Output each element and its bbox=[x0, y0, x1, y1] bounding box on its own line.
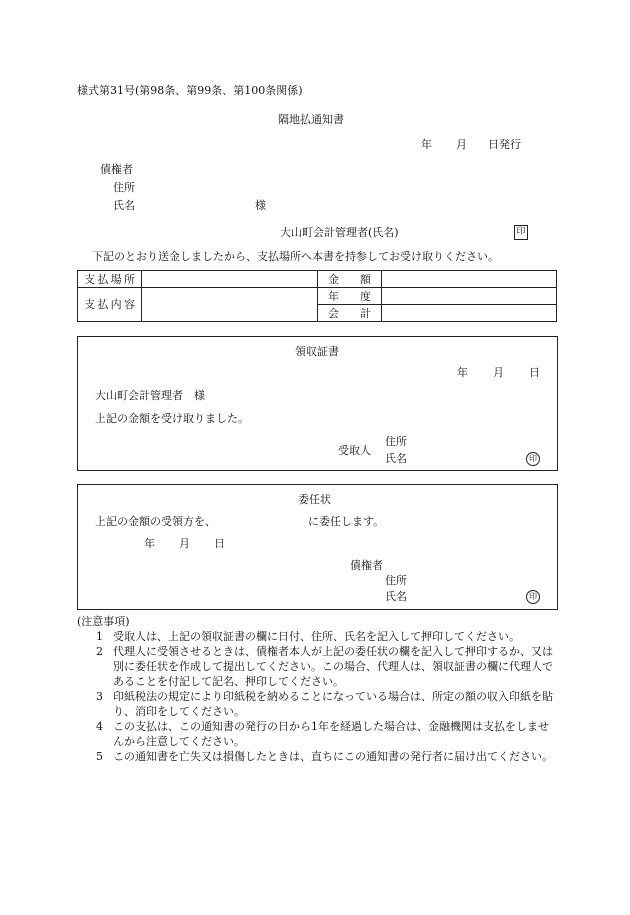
note-text: 印紙税法の規定により印紙税を納めることになっている場合は、所定の額の収入印紙を貼り、消印をしてください。 bbox=[113, 690, 553, 718]
note-item bbox=[77, 719, 555, 749]
payment-place-value[interactable] bbox=[142, 271, 318, 288]
note-number: 1 bbox=[96, 630, 103, 643]
amount-label: 金 額 bbox=[318, 271, 382, 288]
delegation-statement-end: に委任します。 bbox=[308, 515, 385, 528]
delegation-statement-start: 上記の金額の受領方を、 bbox=[95, 515, 216, 528]
receipt-year-label: 年 bbox=[457, 366, 468, 379]
delegation-creditor-label: 債権者 bbox=[350, 559, 383, 572]
payment-content-label: 支 払 内 容 bbox=[78, 288, 142, 322]
receiver-seal-mark: 印 bbox=[526, 452, 540, 466]
creditor-name-label: 氏名 bbox=[113, 199, 135, 212]
amount-value[interactable] bbox=[382, 271, 557, 288]
note-number: 3 bbox=[96, 690, 103, 703]
receipt-title: 領収証書 bbox=[295, 345, 339, 358]
delegation-year-label: 年 bbox=[144, 537, 155, 550]
note-item bbox=[77, 629, 555, 644]
intro-text: 下記のとおり送金しましたから、支払場所へ本書を持参してお受け取りください。 bbox=[92, 250, 499, 263]
note-text: この通知書を亡失又は損傷したときは、直ちにこの通知書の発行者に届け出てください。 bbox=[113, 750, 553, 763]
note-number: 5 bbox=[96, 750, 103, 763]
issue-month-label: 月 bbox=[456, 138, 467, 151]
issuer-label: 大山町会計管理者(氏名) bbox=[280, 226, 399, 239]
fiscal-year-value[interactable] bbox=[382, 288, 557, 305]
issue-day-label: 日発行 bbox=[488, 138, 521, 151]
note-item bbox=[77, 689, 555, 719]
receiver-name-label: 氏名 bbox=[385, 452, 407, 465]
delegation-seal-mark: 印 bbox=[526, 590, 540, 604]
delegation-address-label: 住所 bbox=[385, 574, 407, 587]
note-text: 受取人は、上記の領収証書の欄に日付、住所、氏名を記入して押印してください。 bbox=[113, 630, 520, 643]
payment-place-label: 支 払 場 所 bbox=[78, 271, 142, 288]
delegation-section bbox=[77, 484, 558, 610]
form-number: 様式第31号(第98条、第99条、第100条関係) bbox=[77, 84, 303, 97]
note-text: この支払は、この通知書の発行の日から1年を経過した場合は、金融機関は支払をしませんから注意してください。 bbox=[113, 720, 549, 748]
account-label: 会 計 bbox=[318, 305, 382, 322]
notes-heading: (注意事項) bbox=[77, 615, 130, 628]
note-item bbox=[77, 644, 555, 689]
payment-content-value[interactable] bbox=[142, 288, 318, 322]
creditor-heading: 債権者 bbox=[100, 163, 133, 176]
payment-table bbox=[77, 270, 557, 322]
creditor-address-label: 住所 bbox=[113, 181, 135, 194]
fiscal-year-label: 年 度 bbox=[318, 288, 382, 305]
creditor-honorific: 様 bbox=[255, 199, 266, 212]
note-text: 代理人に受領させるときは、債権者本人が上記の委任状の欄を記入して押印するか、又は別に委任状を作成して提出してください。この場合、代理人は、領収証書の欄に代理人であることを付記して記名、押印してください。 bbox=[113, 645, 553, 688]
note-item bbox=[77, 749, 555, 764]
document-title: 隔地払通知書 bbox=[278, 113, 344, 126]
delegation-day-label: 日 bbox=[214, 537, 225, 550]
note-number: 4 bbox=[96, 720, 103, 733]
account-value[interactable] bbox=[382, 305, 557, 322]
issuer-seal-mark: 印 bbox=[514, 225, 528, 240]
delegation-title: 委任状 bbox=[298, 493, 331, 506]
receipt-statement: 上記の金額を受け取りました。 bbox=[95, 412, 249, 425]
delegation-name-label: 氏名 bbox=[385, 590, 407, 603]
receipt-month-label: 月 bbox=[493, 366, 504, 379]
delegation-month-label: 月 bbox=[179, 537, 190, 550]
receipt-addressee: 大山町会計管理者 様 bbox=[95, 389, 205, 402]
notes-section bbox=[77, 614, 555, 764]
receiver-address-label: 住所 bbox=[385, 435, 407, 448]
note-number: 2 bbox=[96, 645, 103, 658]
receiver-label: 受取人 bbox=[338, 444, 371, 457]
issue-year-label: 年 bbox=[421, 138, 432, 151]
receipt-day-label: 日 bbox=[529, 366, 540, 379]
receipt-section bbox=[77, 336, 558, 471]
